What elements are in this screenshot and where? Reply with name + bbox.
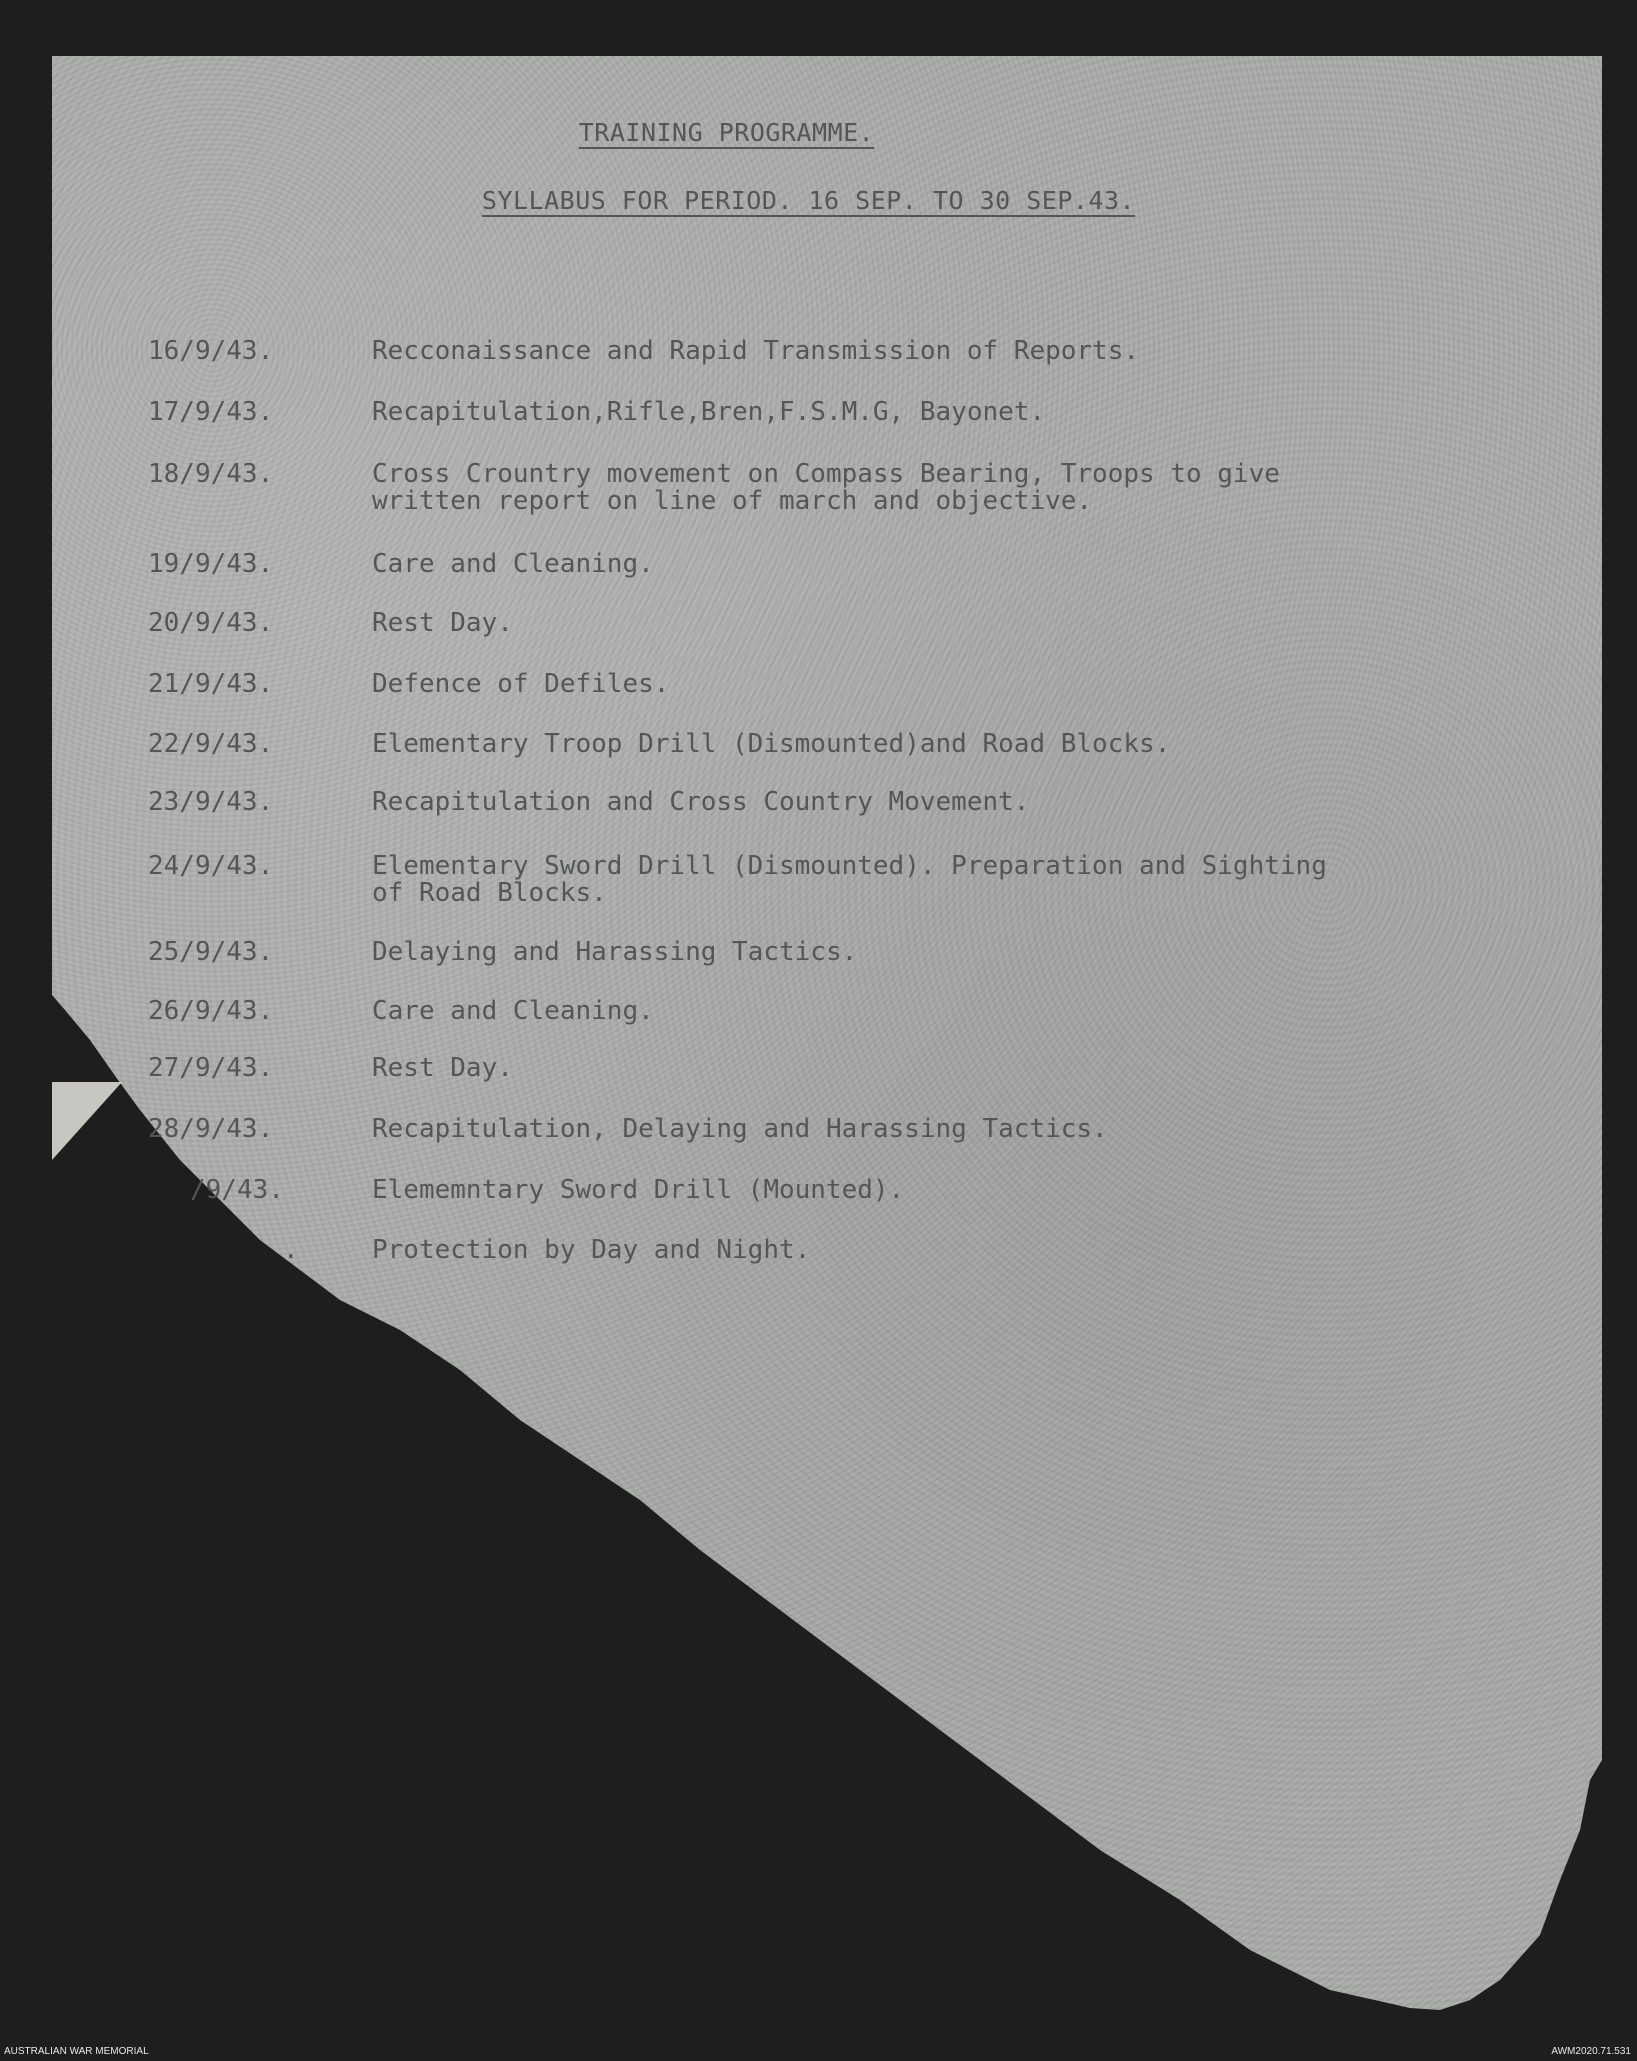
schedule-date: 26/9/43. — [148, 996, 274, 1026]
document-subtitle: SYLLABUS FOR PERIOD. 16 SEP. TO 30 SEP.43. — [481, 186, 1136, 215]
schedule-activity: Rest Day. — [372, 608, 513, 638]
schedule-activity: Care and Cleaning. — [372, 996, 654, 1026]
schedule-date: 20/9/43. — [148, 608, 274, 638]
schedule-activity: Elementary Troop Drill (Dismounted)and Road Blocks. — [372, 729, 1171, 759]
schedule-activity: Elememntary Sword Drill (Mounted). — [372, 1175, 905, 1205]
schedule-date: 24/9/43. — [148, 851, 274, 881]
schedule-activity: Recapitulation,Rifle,Bren,F.S.M.G, Bayonet. — [372, 397, 1046, 427]
schedule-date: 22/9/43. — [148, 729, 274, 759]
schedule-activity: Cross Crountry movement on Compass Bearing, Troops to give written report on line of march and objective. — [372, 459, 1280, 516]
schedule-date: /9/43. — [190, 1175, 284, 1205]
schedule-date: . — [283, 1235, 299, 1265]
schedule-date: 17/9/43. — [148, 397, 274, 427]
schedule-date: 28/9/43. — [148, 1114, 274, 1144]
schedule-date: 16/9/43. — [148, 336, 274, 366]
schedule-date: 27/9/43. — [148, 1053, 274, 1083]
schedule-date: 25/9/43. — [148, 937, 274, 967]
folded-corner — [52, 1082, 122, 1160]
schedule-activity: Recapitulation, Delaying and Harassing Tactics. — [372, 1114, 1108, 1144]
document-title: TRAINING PROGRAMME. — [578, 118, 875, 147]
schedule-activity: Delaying and Harassing Tactics. — [372, 937, 858, 967]
schedule-activity: Rest Day. — [372, 1053, 513, 1083]
schedule-row — [148, 1237, 1548, 1345]
schedule-activity: Elementary Sword Drill (Dismounted). Preparation and Sighting of Road Blocks. — [372, 851, 1327, 908]
archive-credit: AUSTRALIAN WAR MEMORIAL — [4, 2046, 149, 2057]
schedule-date: 21/9/43. — [148, 669, 274, 699]
archive-reference: AWM2020.71.531 — [1551, 2046, 1631, 2057]
schedule-date: 19/9/43. — [148, 549, 274, 579]
schedule-activity: Protection by Day and Night. — [372, 1235, 811, 1265]
schedule-activity: Recapitulation and Cross Country Movement. — [372, 787, 1030, 817]
schedule-date: 18/9/43. — [148, 459, 274, 489]
schedule-date: 23/9/43. — [148, 787, 274, 817]
schedule-activity: Recconaissance and Rapid Transmission of Reports. — [372, 336, 1140, 366]
schedule-activity: Care and Cleaning. — [372, 549, 654, 579]
schedule-activity: Defence of Defiles. — [372, 669, 670, 699]
